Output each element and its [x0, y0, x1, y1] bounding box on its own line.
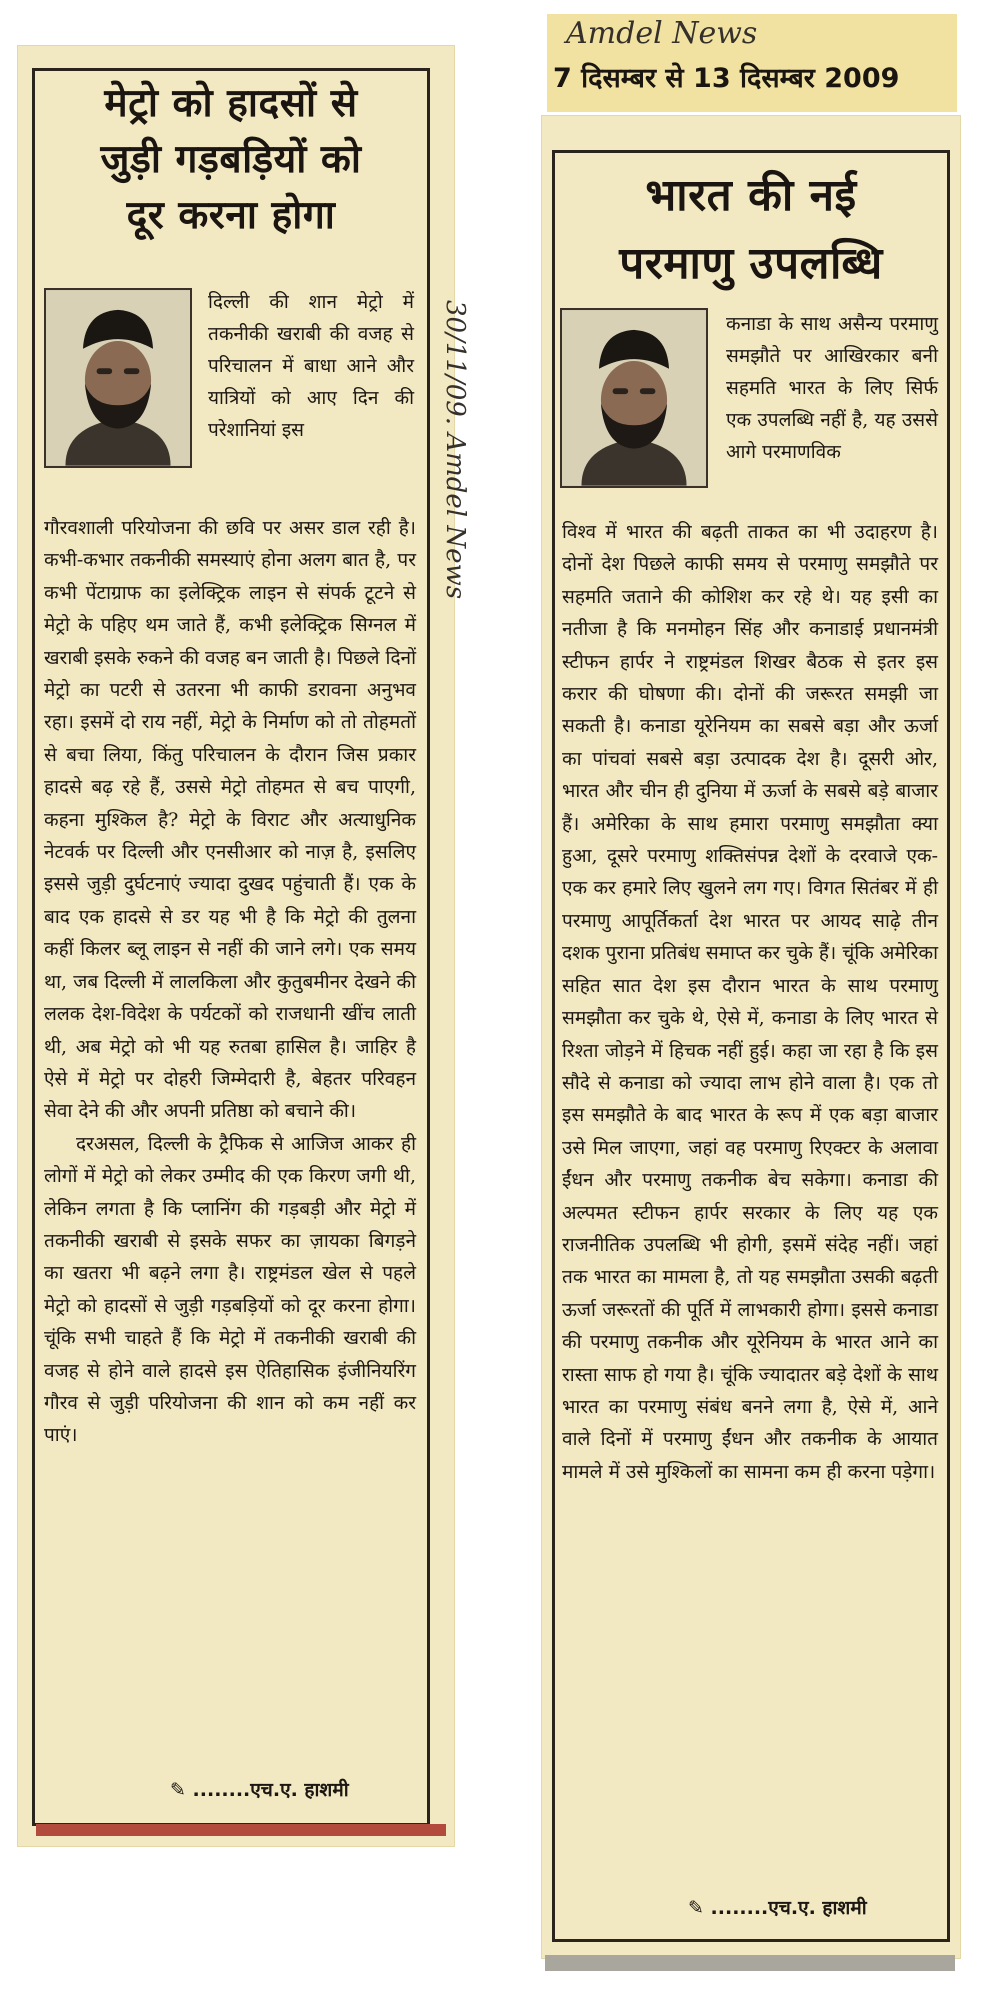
left-paragraph-2: दरअसल, दिल्ली के ट्रैफिक से आजिज आकर ही लोगों में मेट्रो को लेकर उम्मीद की एक किरण जगी थी, लेकिन लगता है कि प्लानिंग की गड़बड़ी और मेट्रो में तकनीकी खराबी से इसके सफर का ज़ायका बिगड़ने का खतरा भी बढ़ने लगा है। राष्ट्रमंडल खेल से पहले मेट्रो को हादसों से जुड़ी गड़बड़ियों को दूर करना होगा। चूंकि सभी चाहते हैं कि मेट्रो में तकनीकी खराबी की वजह से होने वाले हादसे इस ऐतिहासिक इंजीनियरिंग गौरव से जुड़ी परियोजना की शान को कम नहीं कर पाएं।	[44, 1132, 416, 1447]
left-paragraph-1: गौरवशाली परियोजना की छवि पर असर डाल रही है। कभी-कभार तकनीकी समस्याएं होना अलग बात है, पर कभी पेंटाग्राफ का इलेक्ट्रिक लाइन से संपर्क टूटने से मेट्रो के पहिए थम जाते हैं, कभी इलेक्ट्रिक सिग्नल में खराबी इसके रुकने की वजह बन जाती है। पिछले दिनों मेट्रो का पटरी से उतरना भी काफी डरावना अनुभव रहा। इसमें दो राय नहीं, मेट्रो के निर्माण को तो तोहमतों से बचा लिया, किंतु परिचालन के दौरान जिस प्रकार हादसे बढ़ रहे हैं, उससे मेट्रो तोहमत से बच पाएगी, कहना मुश्किल है? मेट्रो के विराट और अत्याधुनिक नेटवर्क पर दिल्ली और एनसीआर को नाज़ है, इसलिए इससे जुड़ी दुर्घटनाएं ज्यादा दुखद पहुंचाती हैं। एक के बाद एक हादसे से डर यह भी है कि मेट्रो की तुलना कहीं किलर ब्लू लाइन से नहीं की जाने लगे। एक समय था, जब दिल्ली में लालकिला और कुतुबमीनर देखने की ललक देश-विदेश के पर्यटकों को राजधानी खींच लाती थी, अब मेट्रो को भी यह रुतबा हासिल है। जाहिर है ऐसे में मेट्रो पर दोहरी जिम्मेदारी है, बेहतर परिवहन सेवा देने की और अपनी प्रतिष्ठा को बचाने की।	[44, 517, 416, 1123]
left-body	[44, 512, 416, 1452]
right-byline: ✎ ........एच.ए. हाशमी	[688, 1897, 867, 1919]
author-portrait-icon	[562, 310, 706, 486]
author-photo-left	[44, 288, 192, 468]
publication-handwritten: Amdel News	[566, 16, 758, 51]
right-intro: कनाडा के साथ असैन्य परमाणु समझौते पर आखिरकार बनी सहमति भारत के लिए सिर्फ एक उपलब्धि नहीं है, यह उससे आगे परमाणविक	[726, 313, 938, 463]
handwritten-date-note: 30/11/09. Amdel News	[440, 300, 470, 600]
dateline: 7 दिसम्बर से 13 दिसम्बर 2009	[553, 63, 900, 94]
left-headline	[36, 76, 426, 244]
right-paragraph-1: विश्व में भारत की बढ़ती ताकत का भी उदाहरण है। दोनों देश पिछले काफी समय से परमाणु समझौते पर सहमति जताने की कोशिश कर रहे थे। यह इसी का नतीजा है कि मनमोहन सिंह और कनाडाई प्रधानमंत्री स्टीफन हार्पर ने राष्ट्रमंडल शिखर बैठक से इतर इस करार की घोषणा की। दोनों की जरूरत समझी जा सकती है। कनाडा यूरेनियम का सबसे बड़ा और ऊर्जा का पांचवां सबसे बड़ा उत्पादक देश है। दूसरी ओर, भारत और चीन ही दुनिया में ऊर्जा के सबसे बड़े बाजार हैं। अमेरिका के साथ हमारा परमाणु समझौता क्या हुआ, दूसरे परमाणु शक्तिसंपन्न देशों के दरवाजे एक-एक कर हमारे लिए खुलने लग गए। विगत सितंबर में ही परमाणु आपूर्तिकर्ता देश भारत पर आयद साढ़े तीन दशक पुराना प्रतिबंध समाप्त कर चुके हैं। चूंकि अमेरिका सहित सात देश इस दौरान भारत के साथ परमाणु समझौता कर चुके थे, ऐसे में, कनाडा के लिए भारत से रिश्ता जोड़ने में हिचक नहीं हुई। कहा जा रहा है कि इस सौदे से कनाडा को ज्यादा लाभ होने वाला है। एक तो इस समझौते के बाद भारत के रूप में एक बड़ा बाजार उसे मिल जाएगा, जहां वह परमाणु रिएक्टर के अलावा ईंधन और परमाणु तकनीक बेच सकेगा। कनाडा की अल्पमत स्टीफन हार्पर सरकार के लिए यह एक राजनीतिक उपलब्धि भी होगी, इसमें संदेह नहीं। जहां तक भारत का मामला है, तो यह समझौता उसकी बढ़ती ऊर्जा जरूरतों की पूर्ति में लाभकारी होगा। इससे कनाडा की परमाणु तकनीक और यूरेनियम के भारत आने का रास्ता साफ हो गया है। चूंकि ज्यादातर बड़े देशों के साथ भारत का परमाणु संबंध बनने लगा है, ऐसे में, आने वाले दिनों में परमाणु ईंधन और तकनीक के आयात मामले में उसे मुश्किलों का सामना कम ही करना पड़ेगा।	[562, 521, 938, 1483]
left-headline-line-1: मेट्रो को हादसों से	[104, 81, 358, 126]
right-bottom-strip	[545, 1955, 955, 1971]
left-headline-line-3: दूर करना होगा	[126, 193, 336, 238]
left-headline-line-2: जुड़ी गड़बड़ियों को	[100, 137, 362, 182]
right-headline-line-2: परमाणु उपलब्धि	[619, 238, 883, 289]
right-headline	[556, 162, 946, 298]
right-headline-line-1: भारत की नई	[645, 170, 857, 221]
left-color-strip	[36, 1824, 446, 1836]
left-byline: ✎ ........एच.ए. हाशमी	[170, 1779, 349, 1801]
author-portrait-icon	[46, 290, 190, 466]
author-photo-right	[560, 308, 708, 488]
right-body	[562, 516, 938, 1488]
left-intro: दिल्ली की शान मेट्रो में तकनीकी खराबी की वजह से परिचालन में बाधा आने और यात्रियों को आए दिन की परेशानियां इस	[208, 291, 414, 441]
